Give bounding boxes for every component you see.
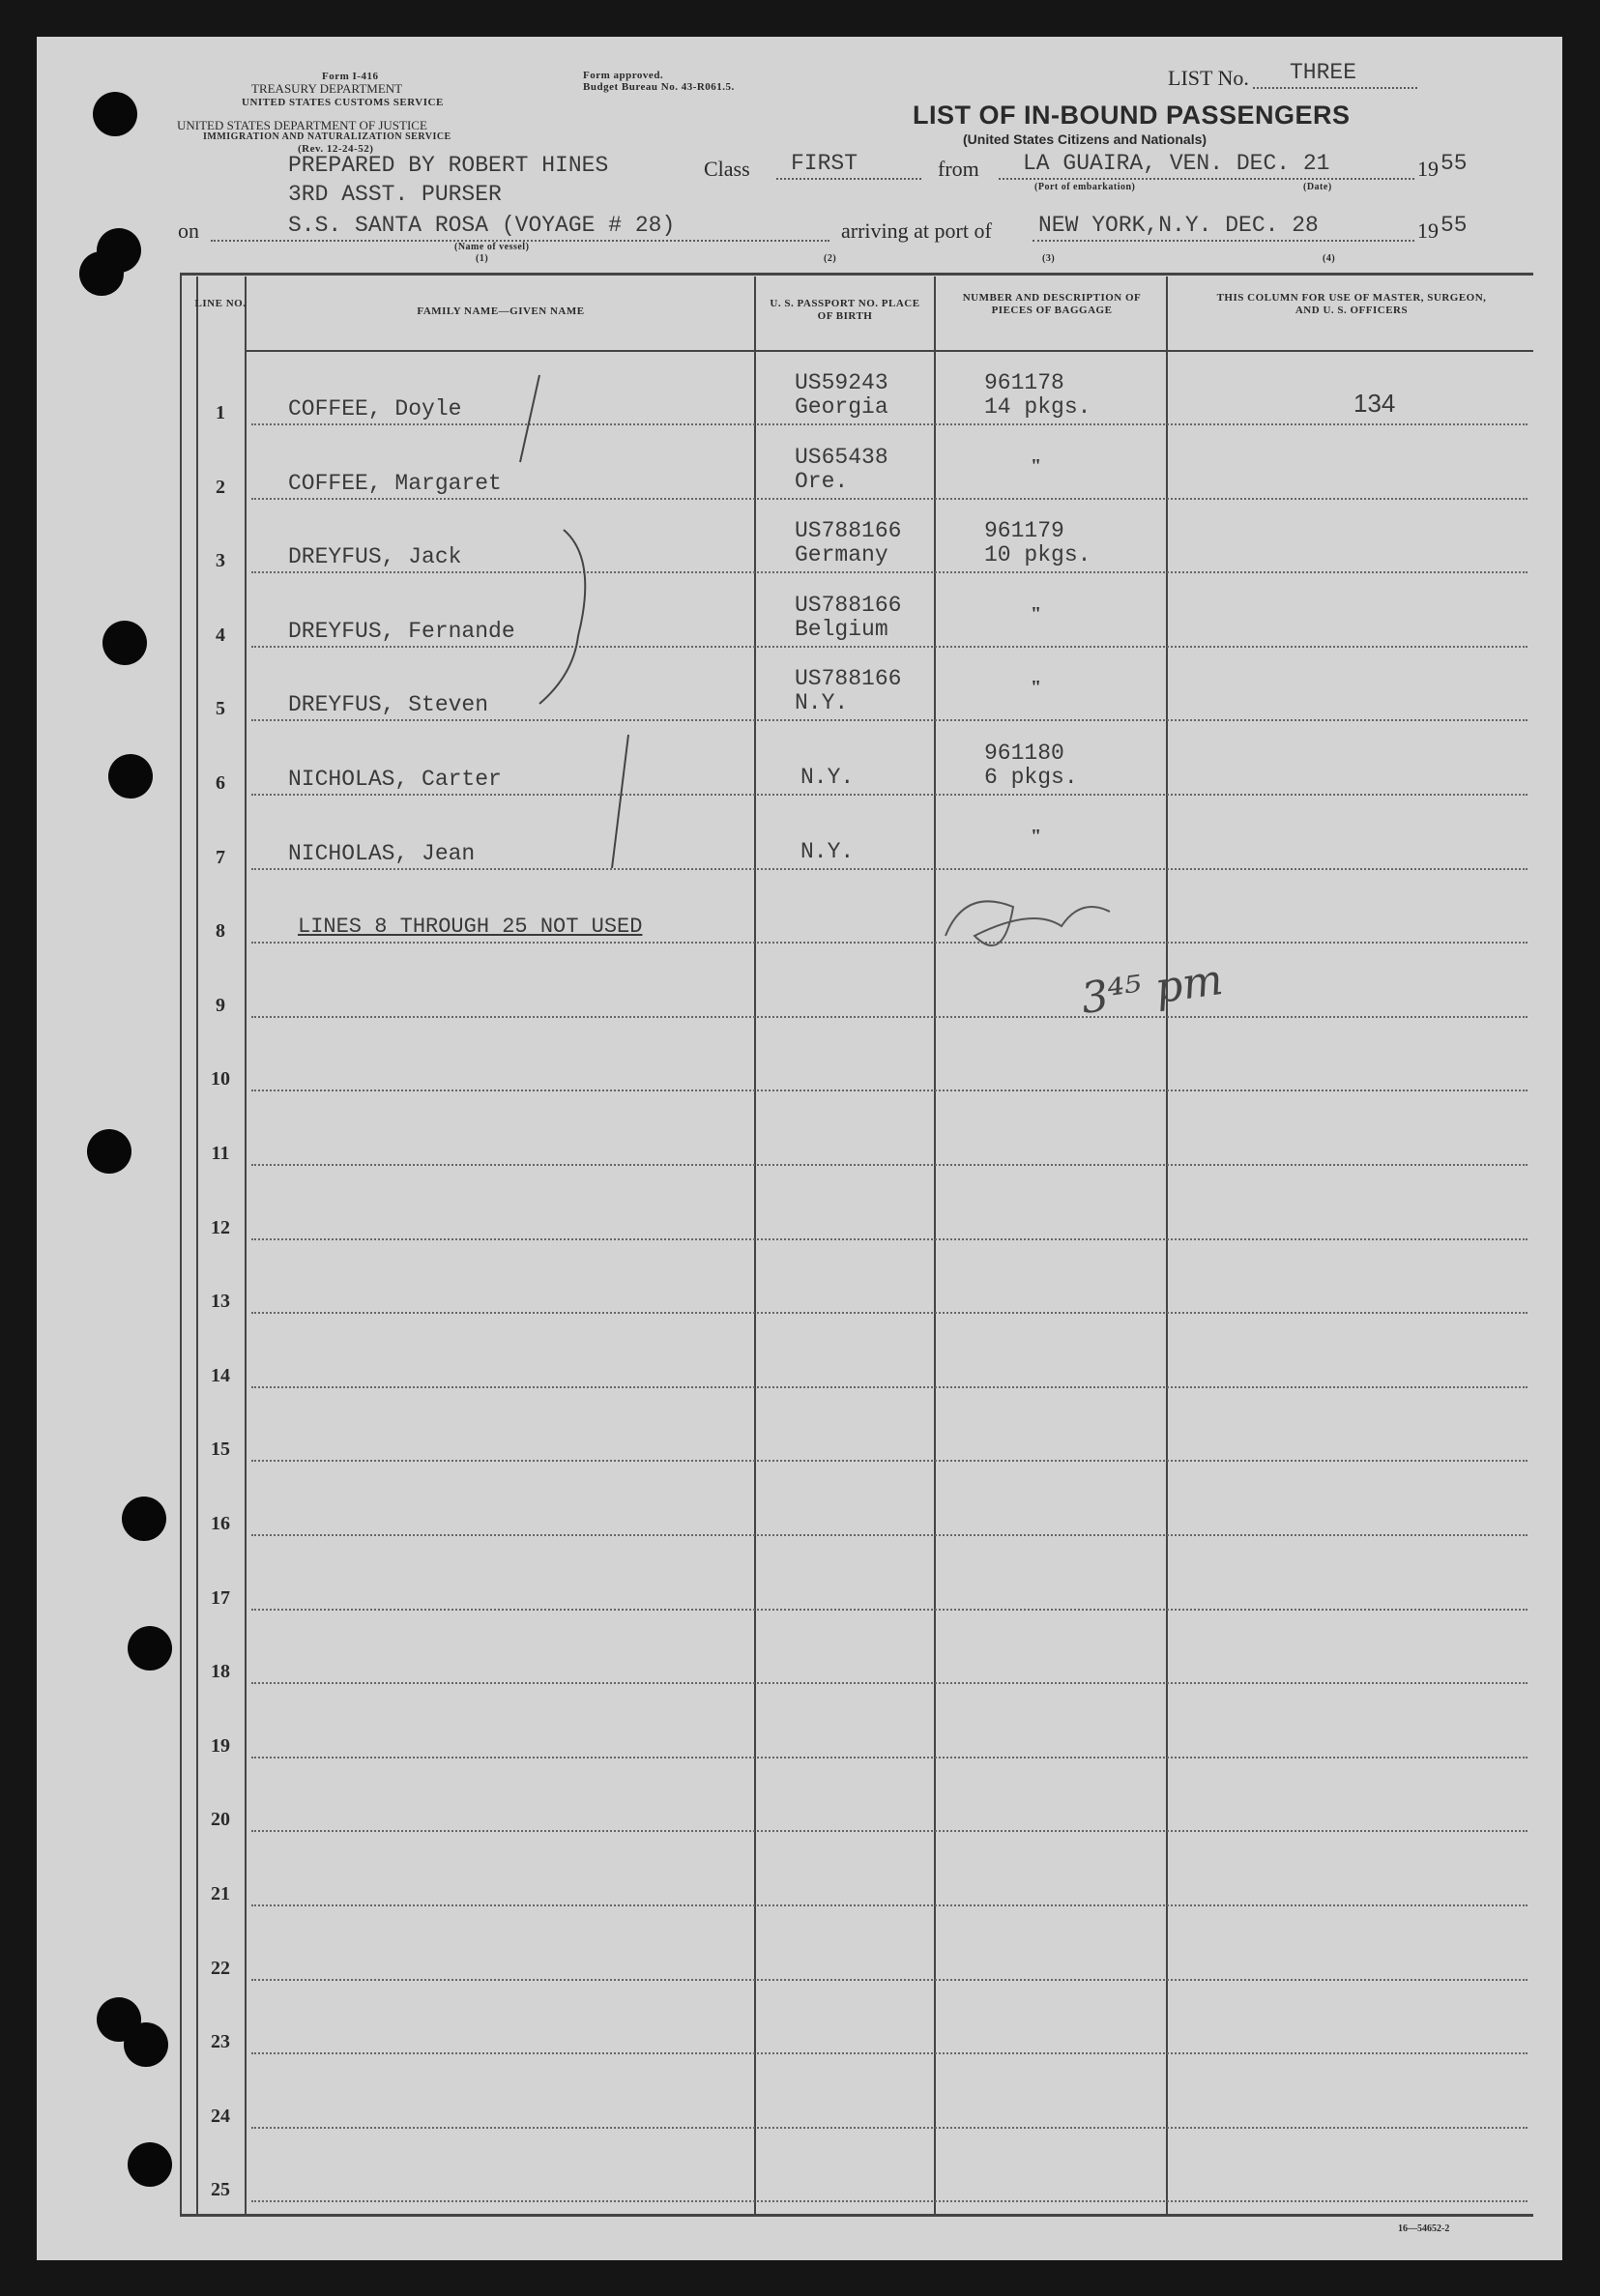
column-header-passport: U. S. PASSPORT NO. PLACE OF BIRTH <box>770 298 920 322</box>
revision-date: (Rev. 12-24-52) <box>298 143 374 155</box>
column-header-name: FAMILY NAME—GIVEN NAME <box>417 305 585 317</box>
form-number: Form I-416 <box>322 71 379 82</box>
baggage-pieces: 10 pkgs. <box>984 542 1091 568</box>
passenger-name: DREYFUS, Steven <box>288 692 489 718</box>
customs-service: UNITED STATES CUSTOMS SERVICE <box>242 97 444 108</box>
ditto-mark: " <box>1031 677 1042 699</box>
class-value: FIRST <box>791 151 858 176</box>
line-number: 8 <box>216 920 225 943</box>
line-number: 12 <box>211 1216 230 1238</box>
passenger-name: LINES 8 THROUGH 25 NOT USED <box>298 915 643 940</box>
on-label: on <box>178 218 199 243</box>
passenger-name: NICHOLAS, Carter <box>288 767 502 792</box>
line-number: 24 <box>211 2105 230 2127</box>
officer-note: 134 <box>1353 389 1396 418</box>
embark-year: 55 <box>1440 151 1468 176</box>
passport-number: US788166 <box>795 518 902 544</box>
caption-3: (3) <box>1042 253 1056 264</box>
place-of-birth: N.Y. <box>800 838 855 864</box>
place-of-birth: Germany <box>795 542 888 568</box>
passenger-name: COFFEE, Margaret <box>288 470 502 496</box>
caption-2: (2) <box>824 253 837 264</box>
baggage-pieces: 6 pkgs. <box>984 765 1078 790</box>
port-of-arrival: NEW YORK,N.Y. DEC. 28 <box>1038 213 1319 238</box>
justice-department: UNITED STATES DEPARTMENT OF JUSTICE <box>177 118 427 132</box>
line-number: 4 <box>216 624 225 646</box>
place-of-birth: N.Y. <box>795 690 849 716</box>
line-number: 25 <box>211 2179 230 2201</box>
handwritten-time: 3⁴⁵ pm <box>1078 955 1226 1024</box>
line-number: 5 <box>216 698 225 720</box>
year-prefix-2: 19 <box>1417 218 1439 243</box>
line-number: 3 <box>216 550 225 572</box>
vessel-caption: (Name of vessel) <box>454 242 530 252</box>
passport-number: US59243 <box>795 370 888 395</box>
document-sheet <box>37 37 1562 2260</box>
ditto-mark: " <box>1031 602 1042 625</box>
line-number: 20 <box>211 1809 230 1831</box>
line-number: 1 <box>216 402 225 423</box>
passenger-name: DREYFUS, Jack <box>288 544 462 570</box>
handwritten-marks <box>37 37 1562 2260</box>
budget-bureau-number: Budget Bureau No. 43-R061.5. <box>583 81 735 93</box>
line-number: 13 <box>211 1291 230 1313</box>
arriving-label: arriving at port of <box>841 218 992 243</box>
form-approved: Form approved. <box>583 70 664 81</box>
caption-4: (4) <box>1323 253 1336 264</box>
passenger-name: DREYFUS, Fernande <box>288 618 515 644</box>
prepared-by-title: 3RD ASST. PURSER <box>288 182 502 207</box>
place-of-birth: N.Y. <box>800 765 855 790</box>
line-number: 18 <box>211 1661 230 1683</box>
line-number: 16 <box>211 1513 230 1534</box>
passenger-name: NICHOLAS, Jean <box>288 840 476 866</box>
line-number: 17 <box>211 1586 230 1609</box>
passport-number: US788166 <box>795 592 902 618</box>
line-number: 2 <box>216 476 225 498</box>
column-header-baggage: NUMBER AND DESCRIPTION OF PIECES OF BAGGAGE <box>962 292 1142 316</box>
line-number: 10 <box>211 1068 230 1090</box>
passport-number: US65438 <box>795 444 888 470</box>
caption-1: (1) <box>476 253 489 264</box>
line-number: 14 <box>211 1364 230 1386</box>
column-header-officers: THIS COLUMN FOR USE OF MASTER, SURGEON, AND U. S. OFFICERS <box>1216 292 1487 316</box>
line-number: 21 <box>211 1883 230 1904</box>
port-of-embarkation: LA GUAIRA, VEN. DEC. 21 <box>1023 151 1330 176</box>
from-label: from <box>938 157 979 181</box>
column-header-line-no: LINE NO. <box>194 298 247 309</box>
line-number: 6 <box>216 772 225 794</box>
baggage-number: 961178 <box>984 370 1064 395</box>
line-number: 22 <box>211 1957 230 1979</box>
prepared-by: PREPARED BY ROBERT HINES <box>288 153 609 178</box>
vessel-name: S.S. SANTA ROSA (VOYAGE # 28) <box>288 213 676 238</box>
arrival-year: 55 <box>1440 213 1468 238</box>
passenger-name: COFFEE, Doyle <box>288 396 462 421</box>
ditto-mark: " <box>1031 454 1042 477</box>
line-number: 19 <box>211 1734 230 1757</box>
line-number: 11 <box>211 1143 230 1164</box>
class-label: Class <box>704 157 750 181</box>
year-prefix: 19 <box>1417 157 1439 181</box>
baggage-pieces: 14 pkgs. <box>984 394 1091 420</box>
immigration-service: IMMIGRATION AND NATURALIZATION SERVICE <box>203 131 451 142</box>
passport-number: US788166 <box>795 666 902 692</box>
document-subtitle: (United States Citizens and Nationals) <box>963 131 1207 147</box>
baggage-number: 961180 <box>984 741 1064 766</box>
port-embark-caption: (Port of embarkation) <box>1034 182 1136 192</box>
line-number: 23 <box>211 2031 230 2053</box>
baggage-number: 961179 <box>984 518 1064 544</box>
footer-code: 16—54652-2 <box>1398 2223 1450 2234</box>
ditto-mark: " <box>1031 825 1042 847</box>
treasury-department: TREASURY DEPARTMENT <box>251 81 403 96</box>
line-number: 7 <box>216 846 225 868</box>
place-of-birth: Belgium <box>795 616 888 642</box>
date-caption: (Date) <box>1303 182 1332 192</box>
list-number-label: LIST No. <box>1168 66 1249 90</box>
list-number-value: THREE <box>1290 60 1357 85</box>
line-number: 15 <box>211 1439 230 1461</box>
line-number: 9 <box>216 994 225 1016</box>
place-of-birth: Georgia <box>795 394 888 420</box>
document-title: LIST OF IN-BOUND PASSENGERS <box>913 101 1351 130</box>
place-of-birth: Ore. <box>795 468 849 494</box>
